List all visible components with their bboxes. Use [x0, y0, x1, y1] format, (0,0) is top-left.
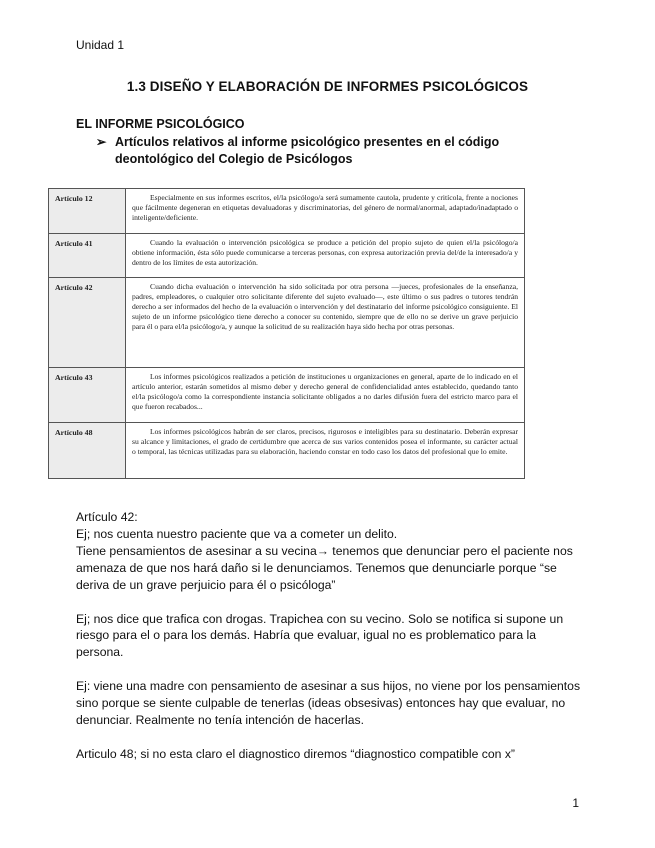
- article-text: Cuando dicha evaluación o intervención ha sido solicitada por otra persona —jueces, profesionales de la enseñanza, padres, empleadores, o cualquier otro solicitante diferente del sujeto evaluado—, este último o sus padres o tutores tendrán derecho a ser informados del hecho de la evaluación o intervención y del destinatario del informe psicológico consiguiente. El sujeto de un informe psicológico tiene derecho a conocer su contenido, siempre que de ello no se derive un grave perjuicio para él o para el/la psicólogo/a, y aunque la solicitud de su realización haya sido hecha por otras personas.: [126, 278, 525, 368]
- article-text: Los informes psicológicos habrán de ser claros, precisos, rigurosos e inteligibles para su destinatario. Deberán expresar su alcance y limitaciones, el grado de certidumbre que acerca de sus varios contenidos posea el informante, su carácter actual o temporal, las técnicas utilizadas para su elaboración, haciendo constar en todo caso los datos del profesional que lo emite.: [126, 423, 525, 479]
- table-row: [49, 189, 525, 234]
- article-label: Artículo 48: [49, 423, 126, 479]
- section-heading: EL INFORME PSICOLÓGICO: [76, 117, 245, 131]
- arrow-bullet-icon: ➢: [96, 135, 107, 149]
- bullet-text: Artículos relativos al informe psicológico presentes en el código deontológico del Colegio de Psicólogos: [115, 135, 500, 166]
- table-row: [49, 423, 525, 479]
- note-title: Artículo 42:: [76, 510, 138, 524]
- articles-table: [48, 188, 525, 479]
- note-paragraph: Ej: viene una madre con pensamiento de asesinar a sus hijos, no viene por los pensamientos sino porque se siente culpable de tenerlas (ideas obsesivas) entonces hay que evaluar, no denunciar. Realmente no tenía intención de hacerlas.: [76, 679, 581, 728]
- article-label: Artículo 12: [49, 189, 126, 234]
- article-label: Artículo 43: [49, 368, 126, 423]
- notes-body: [76, 509, 586, 763]
- note-line: Ej; nos cuenta nuestro paciente que va a cometer un delito.: [76, 526, 398, 541]
- page-title: 1.3 DISEÑO Y ELABORACIÓN DE INFORMES PSICOLÓGICOS: [126, 79, 529, 94]
- note-paragraph: Articulo 48; si no esta claro el diagnostico diremos “diagnostico compatible con x”: [76, 746, 515, 761]
- article-text: Cuando la evaluación o intervención psicológica se produce a petición del propio sujeto de quien el/la psicólogo/a obtiene información, ésta sólo puede comunicarse a terceras personas, con expresa autorización previa del/de la interesado/a y dentro de los límites de esta autorización.: [126, 234, 525, 278]
- table-row: [49, 368, 525, 423]
- article-text: Los informes psicológicos realizados a petición de instituciones u organizaciones en general, aparte de lo indicado en el artículo anterior, estarán sometidos al mismo deber y derecho general de confidencialidad antes establecido, quedando tanto el/la psicólogo/a como la correspondiente instancia solicitante obligados a no darles difusión fuera del estricto marco para el que fueron recabados...: [126, 368, 525, 423]
- article-label: Artículo 41: [49, 234, 126, 278]
- bullet-item: [96, 134, 546, 168]
- table-row: [49, 234, 525, 278]
- unit-header: Unidad 1: [76, 38, 125, 52]
- page-number: 1: [572, 796, 579, 810]
- article-text: Especialmente en sus informes escritos, el/la psicólogo/a será sumamente cautola, prudente y critícola, frente a nociones que fácilmente degeneran en etiquetas devaluadoras y discriminatorias, del género de normal/anormal, adaptado/inadaptado o inteligente/deficiente.: [126, 189, 525, 234]
- note-paragraph: Ej; nos dice que trafica con drogas. Trapichea con su vecino. Solo se notifica si supone un riesgo para el o para los demás. Habría que evaluar, igual no es problematico para la persona.: [76, 611, 564, 660]
- table-row: [49, 278, 525, 368]
- note-paragraph: Tiene pensamientos de asesinar a su vecina→ tenemos que denunciar pero el paciente nos amenaza de que nos hará daño si le denunciamos. Tenemos que denunciarle porque “se deriva de un grave perjuicio para él o psicóloga”: [76, 543, 573, 592]
- article-label: Artículo 42: [49, 278, 126, 368]
